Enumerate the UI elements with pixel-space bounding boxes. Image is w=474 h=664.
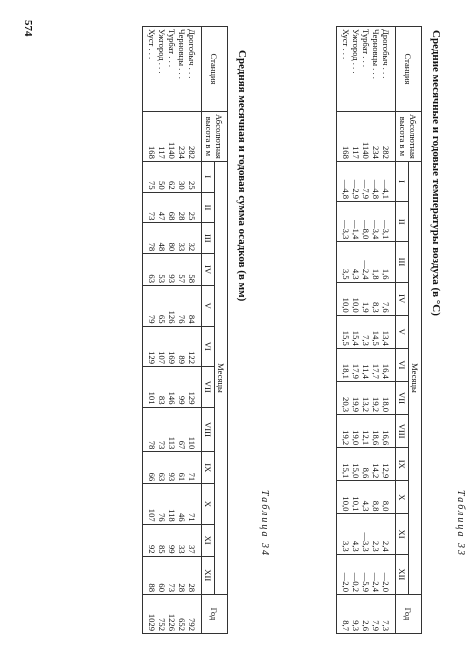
month-value: —3,3: [361, 514, 371, 554]
month-value: 53: [157, 254, 167, 286]
table-34-title: Средняя месячная и годовая сумма осадков (в мм): [236, 50, 248, 302]
month-value: 19,2: [371, 381, 381, 414]
month-header: IV: [396, 282, 409, 315]
month-value: 28: [187, 556, 202, 594]
month-value: 18,6: [371, 415, 381, 448]
month-value: 15,4: [351, 315, 361, 348]
month-value: —0,2: [351, 554, 361, 594]
station-header: Станция: [202, 27, 228, 112]
station-name: Черновцы . . .: [371, 27, 381, 112]
month-value: 20,3: [337, 381, 352, 414]
month-header: X: [396, 481, 409, 514]
month-value: 113: [167, 407, 177, 452]
month-value: 75: [143, 161, 158, 192]
month-value: —3,1: [381, 202, 396, 242]
table-row: [371, 27, 381, 634]
month-value: 93: [167, 452, 177, 484]
table-row: [157, 27, 167, 634]
month-value: 18,1: [337, 348, 352, 381]
month-value: 8,0: [381, 481, 396, 514]
table-row: [361, 27, 371, 634]
month-value: 8,8: [371, 481, 381, 514]
month-value: 66: [143, 452, 158, 484]
month-value: 107: [157, 326, 167, 367]
station-name: Ужгород . . .: [157, 27, 167, 112]
month-value: 99: [167, 524, 177, 556]
year-value: 7,9: [371, 595, 381, 634]
month-value: —8,0: [361, 202, 371, 242]
month-value: 73: [167, 556, 177, 594]
month-header: X: [202, 484, 215, 525]
table-34-label: Таблица 34: [259, 490, 270, 557]
year-value: 9,3: [351, 595, 361, 634]
month-value: 73: [157, 407, 167, 452]
month-value: 129: [143, 326, 158, 367]
month-value: 15,1: [337, 448, 352, 481]
month-value: 47: [157, 192, 167, 223]
month-value: 28: [177, 556, 187, 594]
month-value: 4,3: [351, 514, 361, 554]
month-value: —4,8: [371, 161, 381, 201]
table-33-title: Средние месячные и годовые температуры воздуха (в °С): [430, 30, 442, 316]
month-value: —2,4: [361, 242, 371, 282]
table-row: [337, 27, 352, 634]
month-value: 1,6: [381, 242, 396, 282]
year-value: 792: [187, 595, 202, 634]
month-value: 60: [157, 556, 167, 594]
altitude-value: 117: [157, 112, 167, 162]
month-header: VII: [202, 367, 215, 408]
month-value: 10,1: [351, 481, 361, 514]
month-value: —4,8: [337, 161, 352, 201]
month-value: 93: [167, 254, 177, 286]
month-value: 67: [177, 407, 187, 452]
altitude-value: 282: [381, 112, 396, 162]
month-value: 7,6: [381, 282, 396, 315]
station-name: Черновцы . . .: [177, 27, 187, 112]
month-value: 71: [187, 484, 202, 525]
month-value: —4,1: [381, 161, 396, 201]
month-value: 19,0: [351, 415, 361, 448]
month-value: 16,6: [381, 415, 396, 448]
month-value: —3,4: [371, 202, 381, 242]
station-name: Дрогобыч . . .: [381, 27, 396, 112]
month-value: 10,0: [337, 282, 352, 315]
months-group-header: Месяцы: [409, 161, 422, 594]
month-header: II: [396, 202, 409, 242]
year-value: 1226: [167, 595, 177, 634]
month-value: 99: [177, 367, 187, 408]
month-value: 14,2: [371, 448, 381, 481]
month-value: 12,9: [381, 448, 396, 481]
altitude-value: 234: [371, 112, 381, 162]
month-value: 8,6: [361, 448, 371, 481]
month-value: 76: [177, 286, 187, 327]
month-value: —7,9: [361, 161, 371, 201]
month-header: V: [396, 315, 409, 348]
month-value: 1,8: [371, 242, 381, 282]
month-value: 63: [157, 452, 167, 484]
month-value: 17,7: [371, 348, 381, 381]
month-header: IX: [396, 448, 409, 481]
year-header: Год: [396, 595, 422, 634]
altitude-value: 1140: [361, 112, 371, 162]
month-value: 30: [177, 161, 187, 192]
table-33-label: Таблица 33: [455, 490, 466, 557]
month-value: 14,5: [371, 315, 381, 348]
month-value: 101: [143, 367, 158, 408]
table-row: [143, 27, 158, 634]
month-value: 8,3: [371, 282, 381, 315]
altitude-header: Абсолютная высота в м: [202, 112, 228, 162]
month-header: VI: [396, 348, 409, 381]
month-value: 79: [143, 286, 158, 327]
month-value: 19,9: [351, 381, 361, 414]
month-value: —2,4: [371, 554, 381, 594]
month-header: I: [396, 161, 409, 201]
month-value: 2,4: [381, 514, 396, 554]
month-value: 32: [187, 223, 202, 254]
month-header: I: [202, 161, 215, 192]
month-value: 28: [177, 192, 187, 223]
month-header: VI: [202, 326, 215, 367]
altitude-value: 282: [187, 112, 202, 162]
month-value: —2,9: [351, 161, 361, 201]
month-value: 146: [167, 367, 177, 408]
month-value: 118: [167, 484, 177, 525]
page-number: 574: [22, 20, 34, 37]
altitude-value: 168: [143, 112, 158, 162]
table-34-body: [143, 27, 202, 634]
month-value: 46: [177, 484, 187, 525]
month-header: IX: [202, 452, 215, 484]
month-value: —3,3: [337, 202, 352, 242]
station-name: Турбат . . .: [167, 27, 177, 112]
month-value: 33: [177, 524, 187, 556]
month-value: 122: [187, 326, 202, 367]
month-value: 10,0: [337, 481, 352, 514]
month-value: 4,3: [361, 481, 371, 514]
month-value: 11,4: [361, 348, 371, 381]
year-value: 2,6: [361, 595, 371, 634]
month-value: 37: [187, 524, 202, 556]
month-value: —5,9: [361, 554, 371, 594]
month-value: 85: [157, 524, 167, 556]
station-name: Турбат . . .: [361, 27, 371, 112]
month-value: 7,3: [361, 315, 371, 348]
month-header: VIII: [202, 407, 215, 452]
month-value: 33: [177, 223, 187, 254]
month-value: 19,2: [337, 415, 352, 448]
month-value: 73: [143, 192, 158, 223]
months-group-header: Месяцы: [215, 161, 228, 594]
month-value: 110: [187, 407, 202, 452]
station-name: Хуст . . .: [337, 27, 352, 112]
altitude-value: 1140: [167, 112, 177, 162]
month-value: 58: [187, 254, 202, 286]
month-value: 129: [187, 367, 202, 408]
month-value: 57: [177, 254, 187, 286]
table-row: [351, 27, 361, 634]
month-value: 71: [187, 452, 202, 484]
month-value: 48: [157, 223, 167, 254]
year-value: 8,7: [337, 595, 352, 634]
month-value: 80: [167, 223, 177, 254]
month-value: 65: [157, 286, 167, 327]
altitude-value: 117: [351, 112, 361, 162]
station-header: Станция: [396, 27, 422, 112]
station-name: Хуст . . .: [143, 27, 158, 112]
month-value: 78: [143, 407, 158, 452]
month-header: VIII: [396, 415, 409, 448]
altitude-value: 168: [337, 112, 352, 162]
month-value: —2,0: [337, 554, 352, 594]
month-value: 169: [167, 326, 177, 367]
month-value: 10,0: [351, 282, 361, 315]
month-value: 68: [167, 192, 177, 223]
month-value: 2,3: [371, 514, 381, 554]
month-value: 83: [157, 367, 167, 408]
month-header: VII: [396, 381, 409, 414]
month-value: 78: [143, 223, 158, 254]
altitude-value: 234: [177, 112, 187, 162]
table-row: [381, 27, 396, 634]
month-value: 25: [187, 192, 202, 223]
month-value: 50: [157, 161, 167, 192]
month-value: 126: [167, 286, 177, 327]
table-34: [142, 26, 228, 634]
month-value: 15,5: [337, 315, 352, 348]
year-value: 1029: [143, 595, 158, 634]
month-value: 63: [143, 254, 158, 286]
table-row: [187, 27, 202, 634]
month-header: XII: [396, 554, 409, 594]
month-value: 76: [157, 484, 167, 525]
month-header: XII: [202, 556, 215, 594]
table-row: [177, 27, 187, 634]
month-value: —2,0: [381, 554, 396, 594]
table-33: [336, 26, 422, 634]
year-value: 752: [157, 595, 167, 634]
month-value: 17,9: [351, 348, 361, 381]
year-header: Год: [202, 595, 228, 634]
month-value: 92: [143, 524, 158, 556]
altitude-header: Абсолютная высота в м: [396, 112, 422, 162]
month-value: —1,4: [351, 202, 361, 242]
month-value: 3,5: [337, 242, 352, 282]
month-value: 3,3: [337, 514, 352, 554]
month-header: XI: [396, 514, 409, 554]
station-name: Дрогобыч . . .: [187, 27, 202, 112]
month-value: 1,9: [361, 282, 371, 315]
table-33-body: [337, 27, 396, 634]
month-value: 12,1: [361, 415, 371, 448]
month-header: III: [202, 223, 215, 254]
month-header: XI: [202, 524, 215, 556]
month-value: 4,3: [351, 242, 361, 282]
month-header: III: [396, 242, 409, 282]
month-value: 15,0: [351, 448, 361, 481]
month-value: 16,4: [381, 348, 396, 381]
month-value: 107: [143, 484, 158, 525]
month-value: 25: [187, 161, 202, 192]
month-value: 62: [167, 161, 177, 192]
month-value: 88: [143, 556, 158, 594]
month-header: IV: [202, 254, 215, 286]
month-value: 89: [177, 326, 187, 367]
year-value: 652: [177, 595, 187, 634]
month-header: II: [202, 192, 215, 223]
month-value: 84: [187, 286, 202, 327]
month-header: V: [202, 286, 215, 327]
table-row: [167, 27, 177, 634]
month-value: 61: [177, 452, 187, 484]
station-name: Ужгород . . .: [351, 27, 361, 112]
month-value: 18,0: [381, 381, 396, 414]
year-value: 7,3: [381, 595, 396, 634]
month-value: 13,4: [381, 315, 396, 348]
month-value: 13,2: [361, 381, 371, 414]
